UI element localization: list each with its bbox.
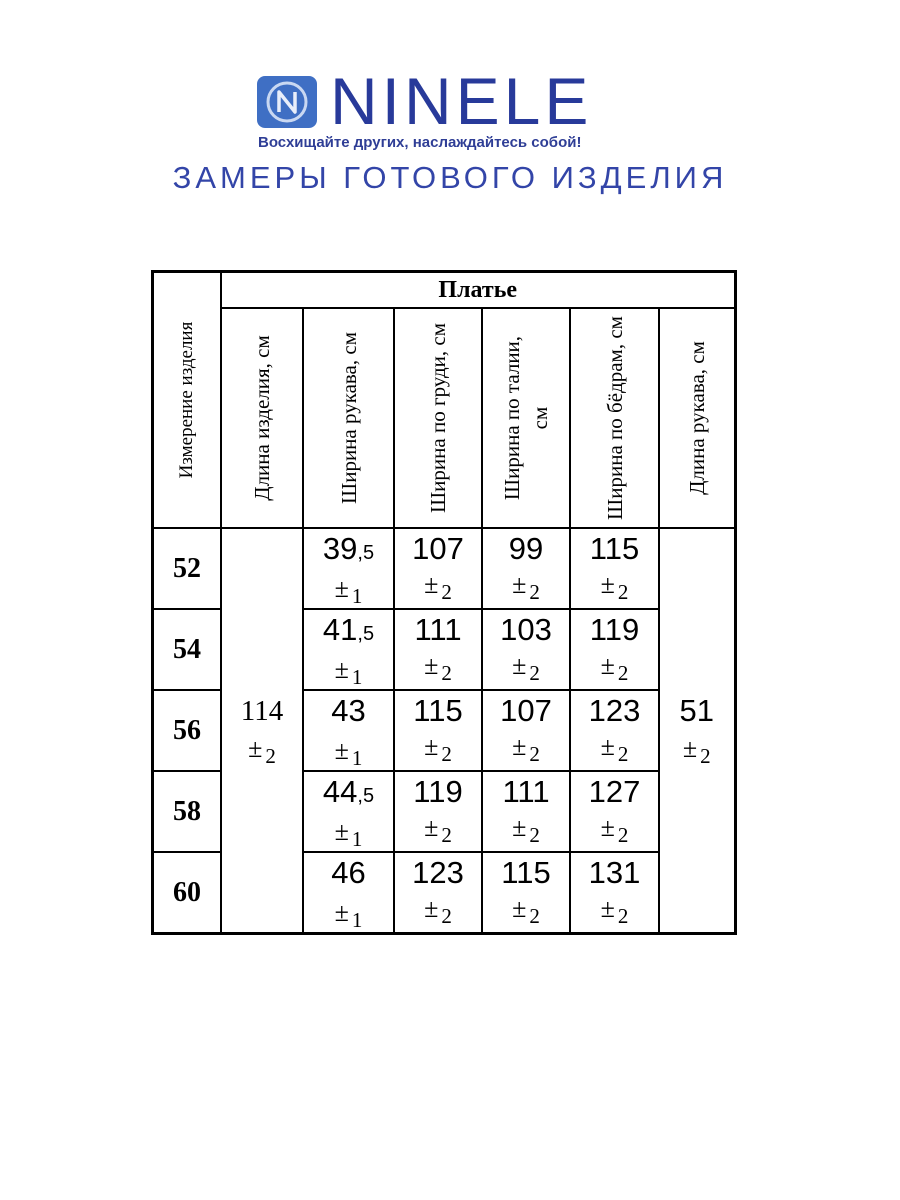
- tolerance: 2: [441, 904, 452, 928]
- pm-sign: ±: [600, 570, 615, 599]
- brand-slogan: Восхищайте других, наслаждайтесь собой!: [258, 134, 582, 151]
- value: 115: [413, 693, 463, 728]
- pm-sign: ±: [512, 570, 527, 599]
- waist-cell: [482, 609, 570, 690]
- value: 43: [331, 693, 366, 728]
- chest-cell: [394, 690, 482, 771]
- table-row: [153, 528, 736, 609]
- tolerance: 2: [529, 742, 540, 766]
- value: 119: [413, 774, 463, 809]
- column-header-label: Ширина по бёдрам, см: [602, 316, 627, 521]
- measurements-table: [151, 270, 737, 935]
- pm-sign: ±: [600, 813, 615, 842]
- sleeve-width-cell: [303, 528, 394, 609]
- column-header: [303, 308, 394, 528]
- waist-cell: [482, 528, 570, 609]
- pm-sign: ±: [600, 732, 615, 761]
- tolerance: 2: [617, 580, 629, 604]
- pm-sign: ±: [512, 894, 527, 923]
- pm-sign: ±: [424, 894, 439, 923]
- pm-sign: ±: [424, 570, 439, 599]
- value: 131: [588, 855, 641, 890]
- value: 99: [508, 531, 544, 566]
- waist-cell: [482, 690, 570, 771]
- tolerance: 2: [529, 904, 540, 928]
- page-title: ЗАМЕРЫ ГОТОВОГО ИЗДЕЛИЯ: [172, 160, 728, 195]
- size-label: 60: [153, 852, 222, 934]
- size-label: 58: [153, 771, 222, 852]
- pm-sign: ±: [334, 898, 349, 927]
- tolerance: 1: [351, 827, 363, 851]
- size-label: 54: [153, 609, 222, 690]
- column-header-label: Ширина по талии, см: [500, 336, 552, 501]
- column-header: [482, 308, 570, 528]
- value: 119: [589, 612, 640, 647]
- column-header-label: Ширина рукава, см: [336, 332, 361, 505]
- value: 111: [414, 612, 462, 647]
- tolerance: 2: [617, 823, 629, 847]
- brand-logo: [0, 64, 900, 168]
- n-monogram-icon: [257, 76, 317, 128]
- pm-sign: ±: [248, 734, 263, 763]
- value: 107: [412, 531, 464, 566]
- column-header-label: Ширина по груди, см: [426, 323, 450, 514]
- length-cell: [221, 528, 303, 934]
- pm-sign: ±: [512, 651, 527, 680]
- brand-name: NINELE: [330, 64, 593, 138]
- sleeve-width-cell: [303, 852, 394, 934]
- tolerance: 1: [351, 665, 363, 689]
- tolerance: 2: [441, 823, 452, 847]
- value: 123: [588, 693, 641, 728]
- hips-cell: [570, 771, 659, 852]
- value: 123: [412, 855, 464, 890]
- value: 39: [322, 531, 358, 566]
- value-decimal: ,5: [357, 542, 375, 564]
- group-header: Платье: [221, 272, 735, 309]
- chest-cell: [394, 609, 482, 690]
- tolerance: 1: [351, 584, 363, 608]
- value: 46: [331, 855, 366, 890]
- tolerance: 2: [617, 661, 629, 685]
- pm-sign: ±: [682, 734, 698, 763]
- column-header: [659, 308, 735, 528]
- length-tolerance: 2: [265, 744, 276, 768]
- tolerance: 2: [617, 904, 629, 928]
- pm-sign: ±: [600, 894, 615, 923]
- tolerance: 2: [529, 580, 540, 604]
- tolerance: 2: [441, 580, 452, 604]
- pm-sign: ±: [424, 813, 439, 842]
- size-label: 52: [153, 528, 222, 609]
- chest-cell: [394, 852, 482, 934]
- value: 103: [500, 612, 552, 647]
- tolerance: 2: [529, 661, 540, 685]
- sleeve-width-cell: [303, 609, 394, 690]
- sleeve-width-cell: [303, 771, 394, 852]
- value: 111: [502, 774, 550, 809]
- tolerance: 1: [351, 908, 363, 932]
- column-header-label: Длина изделия, см: [250, 335, 274, 501]
- value: 115: [501, 855, 551, 890]
- value: 44: [322, 774, 358, 809]
- pm-sign: ±: [334, 574, 349, 603]
- chest-cell: [394, 771, 482, 852]
- tolerance: 2: [529, 823, 540, 847]
- column-header: [394, 308, 482, 528]
- tolerance: 2: [441, 742, 452, 766]
- chest-cell: [394, 528, 482, 609]
- pm-sign: ±: [334, 817, 349, 846]
- column-headers: [153, 308, 736, 528]
- sleeve-width-cell: [303, 690, 394, 771]
- waist-cell: [482, 852, 570, 934]
- value: 115: [589, 531, 640, 566]
- value-decimal: ,5: [357, 623, 375, 645]
- sleeve-length-tolerance: 2: [700, 744, 711, 768]
- length-value: 114: [240, 695, 284, 727]
- hips-cell: [570, 609, 659, 690]
- column-header: [570, 308, 659, 528]
- hips-cell: [570, 852, 659, 934]
- tolerance: 2: [441, 661, 452, 685]
- hips-cell: [570, 690, 659, 771]
- pm-sign: ±: [334, 655, 349, 684]
- column-header-label: Длина рукава, см: [684, 341, 709, 496]
- pm-sign: ±: [334, 736, 349, 765]
- sleeve-length-cell: [659, 528, 735, 934]
- pm-sign: ±: [512, 813, 527, 842]
- value: 127: [588, 774, 641, 809]
- corner-label: Измерение изделия: [176, 321, 197, 479]
- pm-sign: ±: [424, 651, 439, 680]
- hips-cell: [570, 528, 659, 609]
- value-decimal: ,5: [357, 785, 375, 807]
- sleeve-length-value: 51: [679, 693, 714, 728]
- waist-cell: [482, 771, 570, 852]
- size-label: 56: [153, 690, 222, 771]
- pm-sign: ±: [424, 732, 439, 761]
- corner-header: [153, 272, 222, 529]
- value: 107: [500, 693, 552, 728]
- column-header: [221, 308, 303, 528]
- pm-sign: ±: [512, 732, 527, 761]
- tolerance: 1: [351, 746, 363, 770]
- pm-sign: ±: [600, 651, 615, 680]
- tolerance: 2: [617, 742, 629, 766]
- value: 41: [322, 612, 358, 647]
